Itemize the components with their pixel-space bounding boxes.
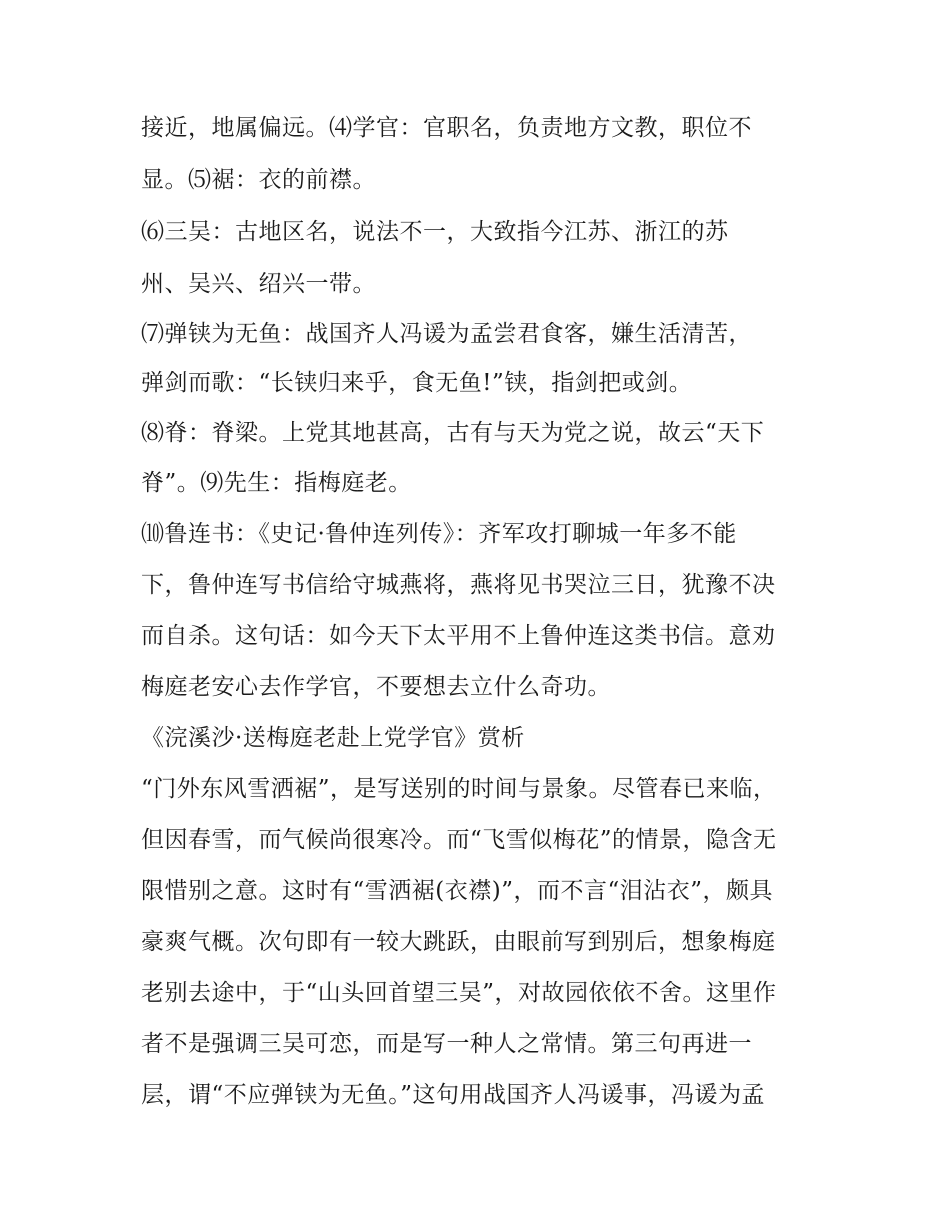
text-line: 州、吴兴、绍兴一带。	[141, 271, 376, 297]
text-line: 梅庭老安心去作学官，不要想去立什么奇功。	[141, 674, 611, 700]
text-line: 但因春雪，而气候尚很寒冷。而“飞雪似梅花”的情景，隐含无	[141, 827, 777, 853]
text-line: 而自杀。这句话：如今天下太平用不上鲁仲连这类书信。意劝	[141, 623, 776, 649]
text-line: ⑽鲁连书：《史记·鲁仲连列传》：齐军攻打聊城一年多不能	[141, 521, 737, 547]
text-line: 层，谓“不应弹铗为无鱼。”这句用战国齐人冯谖事，冯谖为孟	[141, 1082, 766, 1108]
text-line: ⑺弹铗为无鱼：战国齐人冯谖为孟尝君食客，嫌生活清苦，	[141, 321, 752, 347]
text-line: 弹剑而歌：“长铗归来乎，食无鱼!”铗，指剑把或剑。	[141, 370, 693, 396]
text-line: 老别去途中，于“山头回首望三吴”，对故园依依不舍。这里作	[141, 980, 777, 1006]
text-line: 豪爽气概。次句即有一较大跳跃，由眼前写到别后，想象梅庭	[141, 929, 776, 955]
text-line: 脊”。⑼先生：指梅庭老。	[141, 470, 412, 496]
text-line: 接近，地属偏远。⑷学官：官职名，负责地方文教，职位不	[141, 115, 752, 141]
text-line: ⑻脊：脊梁。上党其地甚高，古有与天为党之说，故云“天下	[141, 420, 765, 446]
text-line: 者不是强调三吴可恋，而是写一种人之常情。第三句再进一	[141, 1031, 752, 1057]
text-line: 限惜别之意。这时有“雪洒裾(衣襟)”，而不言“泪沾衣”，颇具	[141, 878, 773, 904]
section-heading: 《浣溪沙·送梅庭老赴上党学官》赏析	[141, 725, 525, 751]
text-line: “门外东风雪洒裾”，是写送别的时间与景象。尽管春已来临，	[141, 776, 777, 802]
text-line: 下，鲁仲连写书信给守城燕将，燕将见书哭泣三日，犹豫不决	[141, 572, 776, 598]
text-line: 显。⑸裾：衣的前襟。	[141, 167, 376, 193]
text-line: ⑹三吴：古地区名，说法不一，大致指今江苏、浙江的苏	[141, 219, 729, 245]
